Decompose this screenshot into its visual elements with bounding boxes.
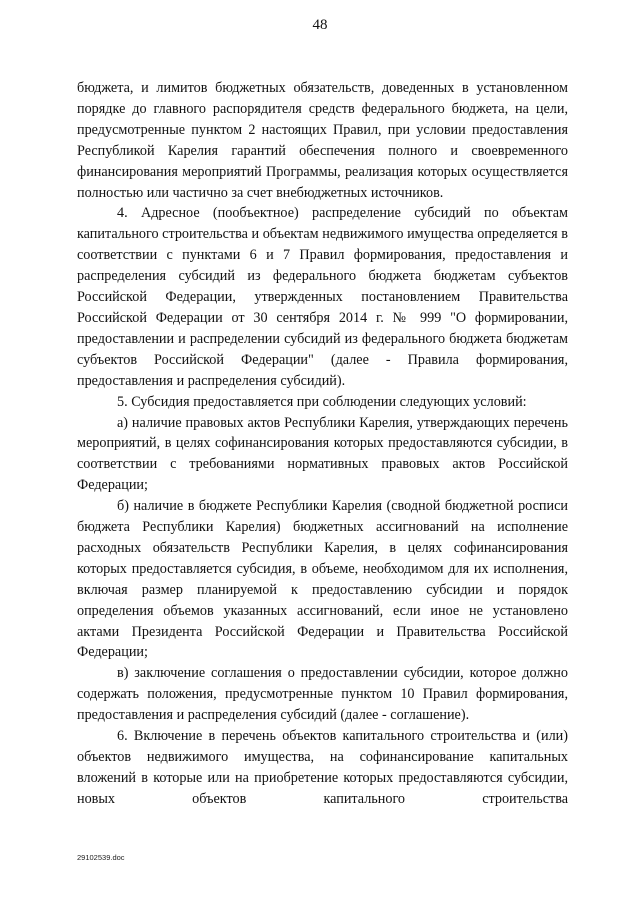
page-number: 48 (312, 17, 328, 33)
paragraph-5a-legal-acts: а) наличие правовых актов Республики Карелия, утверждающих перечень мероприятий, в целях софинансирования которых предоставляются субсидии, в соответствии с требованиями нормативных правовых актов Российской Федерации; (77, 414, 568, 494)
paragraph-4-distribution: 4. Адресное (пообъектное) распределение субсидий по объектам капитального строительства и объектам недвижимого имущества определяется в соответствии с пунктами 6 и 7 Правил формирования, предоставления и распределения субсидий из федерального бюджета бюджетам субъектов Российской Федерации, утвержденных постановлением Правительства Российской Федерации от 30 сентября 2014 г. № 999 "О формировании, предоставлении и распределении субсидий из федерального бюджета бюджетам субъектов Российской Федерации" (далее - Правила формирования, предоставления и распределения субсидий). (77, 205, 568, 389)
paragraph-5b-budget-allocations: б) наличие в бюджете Республики Карелия (сводной бюджетной росписи бюджета Республики Карелия) бюджетных ассигнований на исполнение расходных обязательств Республики Карелия, в целях софинансирования которых предоставляется субсидия, в объеме, необходимом для их исполнения, включая размер планируемой к предоставлению субсидии и порядок определения объемов указанных ассигнований, если иное не установлено актами Президента Российской Федерации и Правительства Российской Федерации; (77, 498, 568, 661)
footer-document-code: 29102539.doc (77, 853, 125, 862)
document-body (77, 78, 568, 810)
paragraph-5c-agreement: в) заключение соглашения о предоставлении субсидии, которое должно содержать положения, предусмотренные пунктом 10 Правил формирования, предоставления и распределения субсидий (далее - соглашение). (77, 665, 568, 724)
paragraph-budget-continuation: бюджета, и лимитов бюджетных обязательств, доведенных в установленном порядке до главного распорядителя средств федерального бюджета, на цели, предусмотренные пунктом 2 настоящих Правил, при условии предоставления Республикой Карелия гарантий обеспечения полного и своевременного финансирования мероприятий Программы, реализация которых осуществляется полностью или частично за счет внебюджетных источников. (77, 80, 568, 201)
paragraph-6-inclusion: 6. Включение в перечень объектов капитального строительства и (или) объектов недвижимого имущества, на софинансирование капитальных вложений в которые или на приобретение которых предоставляются субсидии, новых объектов капитального строительства (77, 728, 568, 807)
paragraph-5-conditions: 5. Субсидия предоставляется при соблюдении следующих условий: (117, 393, 527, 410)
